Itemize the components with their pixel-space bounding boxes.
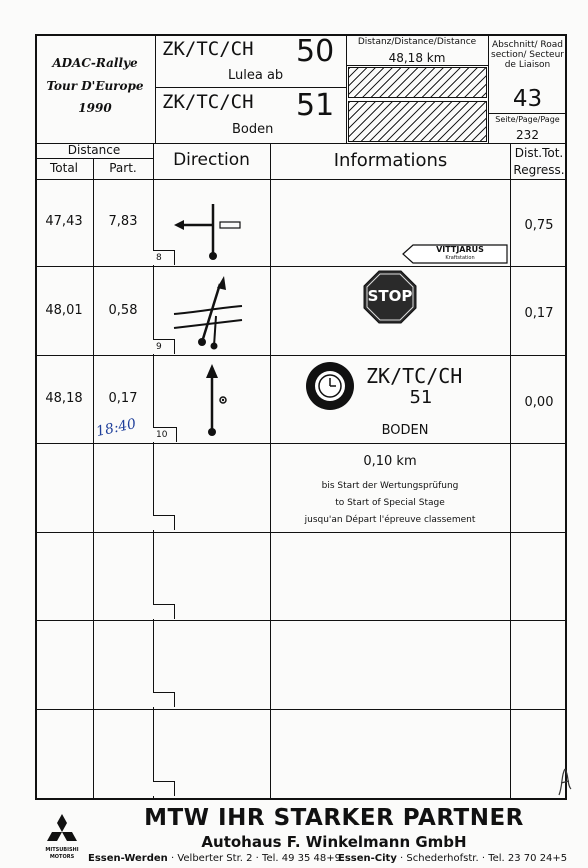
turn-left-arrow-icon (170, 200, 250, 266)
tc-to-label: ZK/TC/CH (162, 91, 254, 113)
row-regress: 0,00 (524, 395, 554, 410)
row-number: 8 (153, 250, 175, 265)
header-divider (346, 65, 488, 66)
direction-sign (402, 244, 508, 264)
event-year: 1990 (78, 101, 112, 115)
row-part: 0,58 (108, 303, 138, 318)
row-number-box (153, 781, 175, 796)
row-total: 48,01 (45, 303, 83, 318)
row-regress: 0,75 (524, 218, 554, 233)
mitsubishi-logo-icon (40, 812, 84, 848)
handwritten-time: 18:40 (94, 415, 138, 441)
grid-row-line (35, 443, 567, 444)
brand-subname: MOTORS (49, 854, 75, 860)
note-french: jusqu'an Départ l'épreuve classement (304, 515, 476, 525)
section-heading: Abschnitt/ Road section/ Secteur de Liaison (491, 40, 564, 70)
address-right-city: Essen-City (338, 853, 397, 864)
footer-address-left (88, 853, 341, 864)
tc-from-label: ZK/TC/CH (162, 38, 254, 60)
row-number-box (153, 604, 175, 619)
tc-to-number: 51 (296, 88, 335, 123)
row-number-box (153, 692, 175, 707)
grid-column-line (93, 158, 94, 800)
sign-text: VITTJÄRUS (436, 245, 484, 254)
note-english: to Start of Special Stage (335, 498, 445, 508)
grid-row-line (35, 532, 567, 533)
event-name-line1: ADAC-Rallye (52, 56, 138, 70)
row-number: 10 (153, 427, 177, 442)
hatched-area (348, 101, 487, 142)
sign-subtext: Kraftstation (445, 255, 475, 261)
tc-from-place: Lulea ab (228, 68, 284, 83)
column-distance: Distance (67, 143, 121, 157)
tc-label: ZK/TC/CH (366, 364, 463, 388)
grid-column-line (510, 143, 511, 800)
tc-place: BODEN (381, 423, 429, 438)
event-name-line2: Tour D'Europe (46, 79, 144, 93)
row-number-box (153, 515, 175, 530)
header-divider (155, 34, 156, 144)
column-part: Part. (109, 161, 137, 175)
note-german: bis Start der Wertungsprüfung (321, 481, 459, 491)
tc-from-number: 50 (296, 34, 335, 69)
address-left-city: Essen-Werden (88, 853, 168, 864)
grid-row-line (35, 355, 567, 356)
straight-arrow-icon (190, 360, 240, 440)
header-divider (488, 113, 567, 114)
grid-row-line (35, 709, 567, 710)
note-distance: 0,10 km (363, 454, 417, 469)
row-part: 0,17 (108, 391, 138, 406)
hatched-area (348, 67, 487, 98)
column-header-line (35, 179, 567, 180)
row-number: 9 (153, 339, 175, 354)
row-total: 47,43 (45, 214, 83, 229)
brand-name: MITSUBISHI (45, 847, 79, 853)
tc-to-place: Boden (232, 122, 274, 137)
time-control-clock-icon (305, 361, 355, 411)
grid-row-line (35, 620, 567, 621)
address-right-detail: · Schederhofstr. · Tel. 23 70 24+5 (400, 853, 568, 864)
tc-number: 51 (409, 387, 433, 408)
distance-heading: Distanz/Distance/Distance (357, 37, 477, 47)
column-regress: Regress. (513, 163, 565, 177)
distance-subheader-line (35, 158, 153, 159)
column-dist-tot: Dist.Tot. (514, 146, 564, 160)
column-informations: Informations (333, 150, 448, 171)
section-number: 43 (512, 86, 543, 112)
page-number: 232 (516, 128, 539, 142)
distance-value: 48,18 km (388, 51, 446, 65)
initials-signature (555, 765, 575, 799)
page-heading: Seite/Page/Page (495, 115, 560, 124)
grid-column-line (270, 143, 271, 800)
column-direction: Direction (173, 150, 250, 170)
footer-company: Autohaus F. Winkelmann GmbH (201, 833, 467, 851)
footer-address-right (338, 853, 567, 864)
crossroad-arrow-icon (168, 272, 250, 352)
row-regress: 0,17 (524, 306, 554, 321)
row-part: 7,83 (108, 214, 138, 229)
footer-slogan: MTW IHR STARKER PARTNER (144, 805, 524, 831)
column-total: Total (49, 161, 79, 175)
row-total: 48,18 (45, 391, 83, 406)
address-left-detail: · Velberter Str. 2 · Tel. 49 35 48+9 (170, 853, 341, 864)
grid-row-line (35, 266, 567, 267)
stop-sign-icon (363, 270, 417, 324)
stop-sign-text: STOP (367, 287, 413, 305)
